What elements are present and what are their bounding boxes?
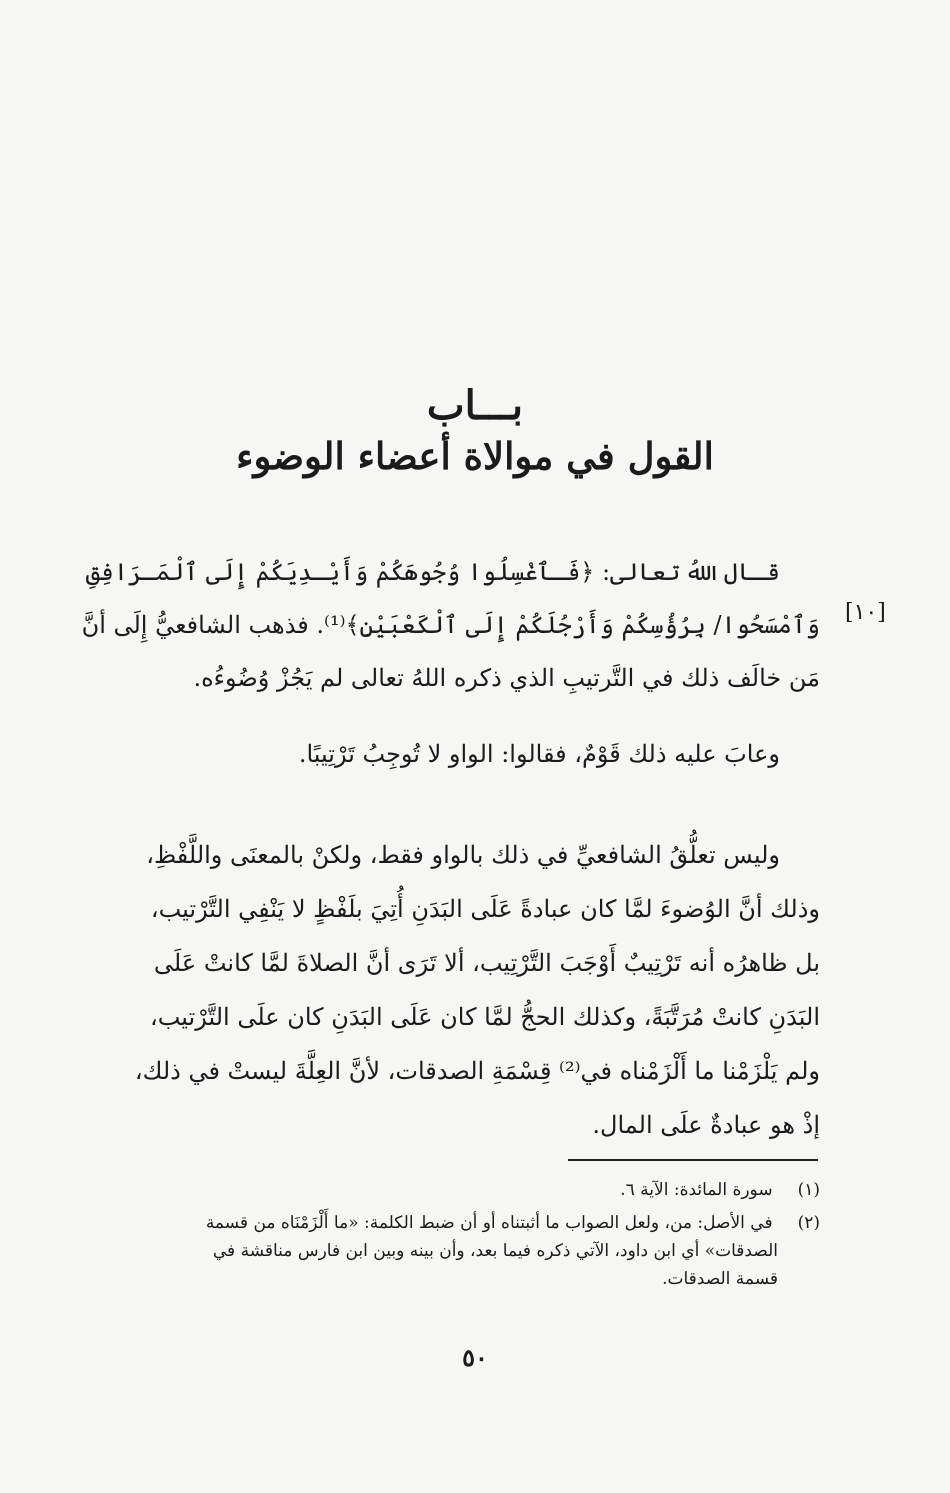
paragraph-response — [120, 828, 820, 1152]
paragraph-line: قـال اللهُ تعالى: ﴿فَـٱغْسِلُوا وُجُوهَكُمْ وَأَيْـدِيَكُمْ إِلَى ٱلْمَـرَافِقِ — [85, 558, 780, 586]
chapter-label: بـــاب — [426, 382, 524, 429]
footnote-number: (٢) — [797, 1213, 820, 1233]
paragraph-line: البَدَنِ كانتْ مُرَتَّبَةً، وكذلك الحجُّ لمَّا كان عَلَى البَدَنِ كان علَى التَّرْتيب، — [149, 1003, 820, 1031]
paragraph-line: وذلك أنَّ الوُضوءَ لمَّا كان عبادةً عَلَى البَدَنِ أُتِيَ بلَفْظٍ لا يَنْفِي التَّرْتيب، — [150, 895, 820, 923]
footnote-text: في الأصل: من، ولعل الصواب ما أثبتناه أو أن ضبط الكلمة: «ما أَلْزَمْنَاه من قسمة — [205, 1213, 773, 1233]
paragraph-verse — [81, 546, 820, 705]
chapter-title: القول في موالاة أعضاء الوضوء — [236, 434, 714, 478]
footnote-continuation-line: الصدقات» أي ابن داود، الآتي ذكره فيما بعد، وأن بينه وبين ابن فارس مناقشة في — [212, 1241, 778, 1261]
footnote-text: سورة المائدة: الآية ٦. — [620, 1180, 773, 1200]
paragraph-line: إذْ هو عبادةٌ علَى المال. — [592, 1111, 820, 1139]
paragraph-line: بل ظاهرُه أنه تَرْتِيبٌ أَوْجَبَ التَّرْتِيب، ألا تَرَى أنَّ الصلاةَ لمَّا كانتْ عَلَى — [153, 949, 820, 977]
footnote-continuation-line: قسمة الصدقات. — [662, 1269, 778, 1289]
paragraph-line: ولم يَلْزَمْنا ما أَلْزَمْناه في⁽²⁾ قِسْمَةِ الصدقات، لأنَّ العِلَّةَ ليستْ في ذلك، — [134, 1057, 820, 1085]
footnote-number: (١) — [797, 1180, 820, 1200]
footnote-1 — [120, 1176, 820, 1204]
margin-page-reference: [١٠] — [845, 600, 886, 625]
footnote-divider — [568, 1159, 818, 1161]
paragraph-line: مَن خالَف ذلك في التَّرتيبِ الذي ذكره اللهُ تعالى لم يَجُزْ وُضُوءُه. — [193, 664, 820, 692]
page-number: ٥٠ — [462, 1343, 488, 1372]
paragraph-objection — [120, 728, 820, 781]
footnote-2 — [120, 1209, 820, 1293]
paragraph-line: وليس تعلُّقُ الشافعيِّ في ذلك بالواو فقط، ولكنْ بالمعنَى واللَّفْظِ، — [146, 841, 780, 869]
paragraph-line: وَٱمْسَحُوا/ بِرُؤُسِكُمْ وَأَرْجُلَكُمْ إِلَى ٱلْكَعْبَيْنِ﴾⁽¹⁾. فذهب الشافعيُّ إِلَى أنَّ — [81, 611, 820, 639]
paragraph-line: وعابَ عليه ذلك قَوْمٌ، فقالوا: الواو لا تُوجِبُ تَرْتِيبًا. — [298, 740, 780, 768]
